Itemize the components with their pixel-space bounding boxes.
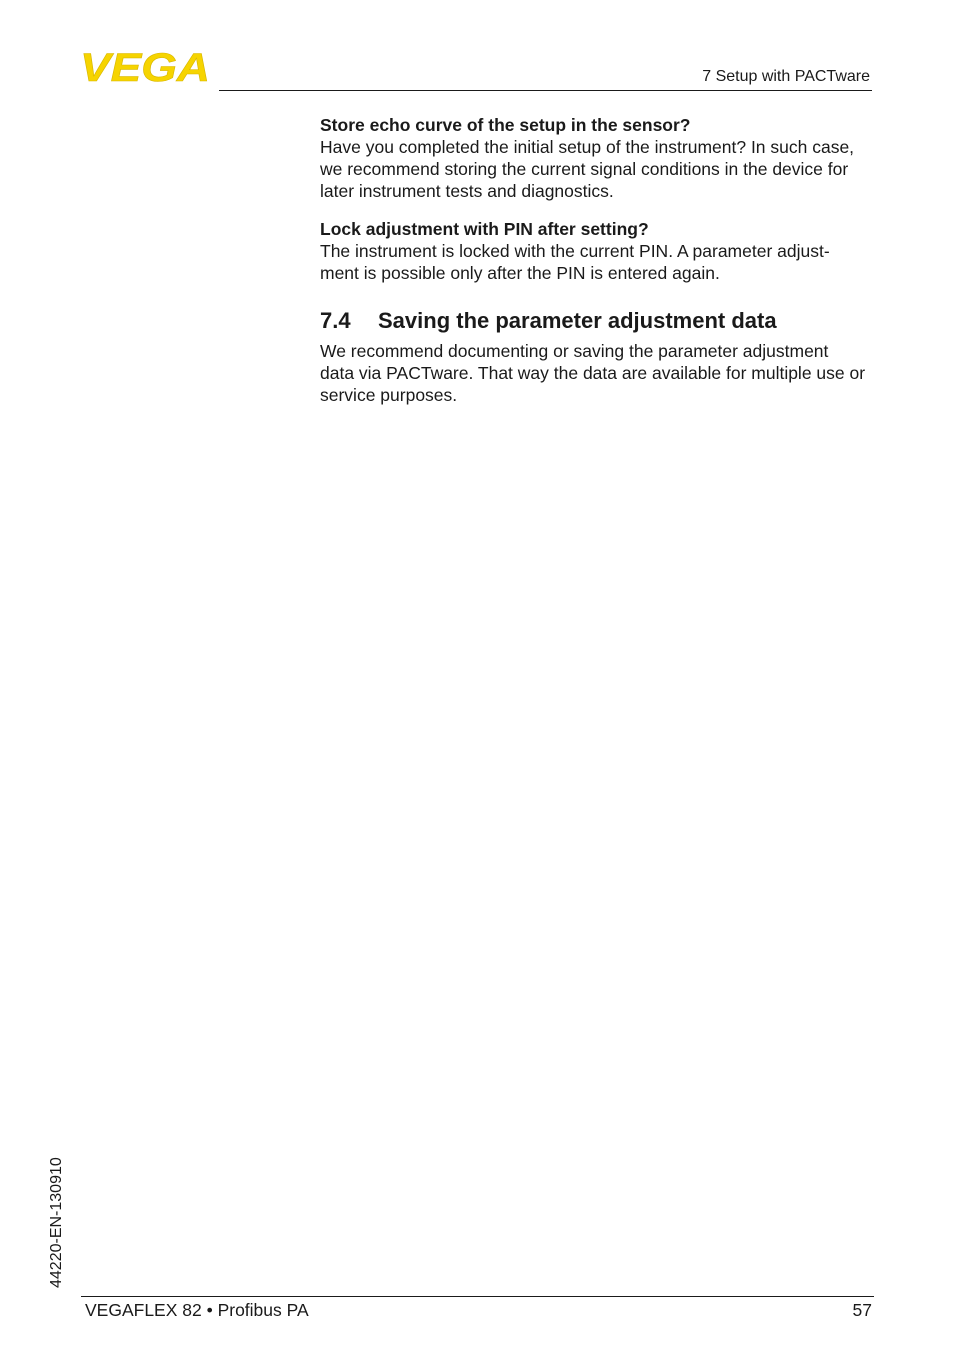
main-content <box>320 114 880 406</box>
block-line: we recommend storing the current signal conditions in the device for <box>320 159 849 179</box>
page-number: 57 <box>852 1300 872 1320</box>
header-section-title: 7 Setup with PACTware <box>702 68 870 85</box>
block-title: Store echo curve of the setup in the sensor? <box>320 115 691 135</box>
section-heading <box>320 308 880 334</box>
vega-logo <box>80 50 212 84</box>
block-lock-adjustment <box>320 218 880 284</box>
header-divider <box>219 90 872 91</box>
block-line: Have you completed the initial setup of the instrument? In such case, <box>320 137 855 157</box>
block-line: The instrument is locked with the current PIN. A parameter adjust- <box>320 241 830 261</box>
block-title: Lock adjustment with PIN after setting? <box>320 219 649 239</box>
section-line: data via PACTware. That way the data are available for multiple use or <box>320 363 866 383</box>
section-title: Saving the parameter adjustment data <box>378 308 777 333</box>
logo-text: VEGA <box>80 50 210 84</box>
section-number: 7.4 <box>320 308 351 333</box>
document-id: 44220-EN-130910 <box>48 1157 65 1288</box>
block-line: later instrument tests and diagnostics. <box>320 181 614 201</box>
section-line: service purposes. <box>320 385 458 405</box>
block-store-echo-curve <box>320 114 880 202</box>
footer-divider <box>81 1296 874 1297</box>
block-line: ment is possible only after the PIN is entered again. <box>320 263 720 283</box>
footer-product: VEGAFLEX 82 • Profibus PA <box>85 1300 309 1320</box>
section-line: We recommend documenting or saving the parameter adjustment <box>320 341 829 361</box>
